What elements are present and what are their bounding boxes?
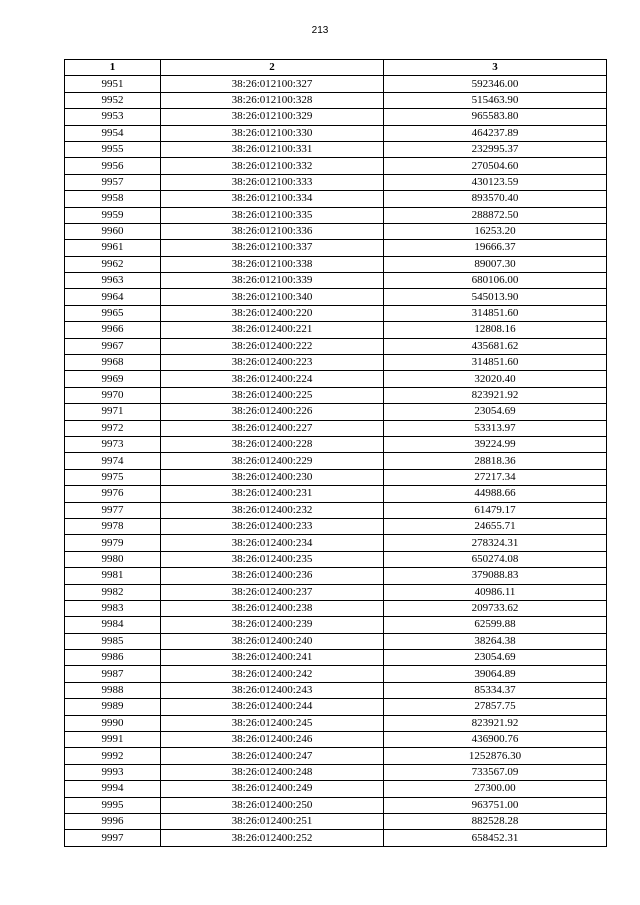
row-number-cell: 9968 xyxy=(65,355,161,371)
table-row xyxy=(65,682,607,698)
table-row xyxy=(65,158,607,174)
value-cell: 39064.89 xyxy=(384,666,607,682)
row-number-cell: 9982 xyxy=(65,584,161,600)
value-cell: 288872.50 xyxy=(384,207,607,223)
table-row xyxy=(65,322,607,338)
table-row xyxy=(65,764,607,780)
row-number-cell: 9984 xyxy=(65,617,161,633)
cadastral-number-cell: 38:26:012100:335 xyxy=(161,207,384,223)
table-row xyxy=(65,535,607,551)
row-number-cell: 9986 xyxy=(65,650,161,666)
table-row xyxy=(65,715,607,731)
value-cell: 85334.37 xyxy=(384,682,607,698)
table-row xyxy=(65,125,607,141)
value-cell: 23054.69 xyxy=(384,650,607,666)
cadastral-number-cell: 38:26:012400:245 xyxy=(161,715,384,731)
cadastral-number-cell: 38:26:012400:237 xyxy=(161,584,384,600)
value-cell: 823921.92 xyxy=(384,387,607,403)
cadastral-number-cell: 38:26:012400:234 xyxy=(161,535,384,551)
value-cell: 40986.11 xyxy=(384,584,607,600)
cadastral-number-cell: 38:26:012400:242 xyxy=(161,666,384,682)
row-number-cell: 9979 xyxy=(65,535,161,551)
value-cell: 436900.76 xyxy=(384,732,607,748)
value-cell: 28818.36 xyxy=(384,453,607,469)
value-cell: 379088.83 xyxy=(384,568,607,584)
value-cell: 53313.97 xyxy=(384,420,607,436)
row-number-cell: 9990 xyxy=(65,715,161,731)
value-cell: 965583.80 xyxy=(384,109,607,125)
value-cell: 823921.92 xyxy=(384,715,607,731)
table-row xyxy=(65,223,607,239)
row-number-cell: 9992 xyxy=(65,748,161,764)
cadastral-number-cell: 38:26:012100:340 xyxy=(161,289,384,305)
cadastral-number-cell: 38:26:012100:332 xyxy=(161,158,384,174)
table-row xyxy=(65,338,607,354)
table-row xyxy=(65,617,607,633)
value-cell: 893570.40 xyxy=(384,191,607,207)
value-cell: 314851.60 xyxy=(384,355,607,371)
value-cell: 435681.62 xyxy=(384,338,607,354)
cadastral-number-cell: 38:26:012100:333 xyxy=(161,174,384,190)
cadastral-number-cell: 38:26:012100:328 xyxy=(161,92,384,108)
row-number-cell: 9991 xyxy=(65,732,161,748)
row-number-cell: 9995 xyxy=(65,797,161,813)
cadastral-number-cell: 38:26:012400:221 xyxy=(161,322,384,338)
row-number-cell: 9952 xyxy=(65,92,161,108)
cadastral-number-cell: 38:26:012400:243 xyxy=(161,682,384,698)
table-row xyxy=(65,305,607,321)
cadastral-number-cell: 38:26:012400:231 xyxy=(161,486,384,502)
cadastral-value-table xyxy=(64,59,607,847)
row-number-cell: 9962 xyxy=(65,256,161,272)
value-cell: 270504.60 xyxy=(384,158,607,174)
row-number-cell: 9957 xyxy=(65,174,161,190)
cadastral-number-cell: 38:26:012400:236 xyxy=(161,568,384,584)
value-cell: 27217.34 xyxy=(384,469,607,485)
row-number-cell: 9975 xyxy=(65,469,161,485)
cadastral-number-cell: 38:26:012400:226 xyxy=(161,404,384,420)
row-number-cell: 9997 xyxy=(65,830,161,846)
cadastral-number-cell: 38:26:012100:338 xyxy=(161,256,384,272)
cadastral-number-cell: 38:26:012400:228 xyxy=(161,436,384,452)
value-cell: 27857.75 xyxy=(384,699,607,715)
table-row xyxy=(65,387,607,403)
value-cell: 39224.99 xyxy=(384,436,607,452)
table-row xyxy=(65,666,607,682)
value-cell: 658452.31 xyxy=(384,830,607,846)
row-number-cell: 9977 xyxy=(65,502,161,518)
row-number-cell: 9970 xyxy=(65,387,161,403)
header-row xyxy=(65,60,607,76)
value-cell: 16253.20 xyxy=(384,223,607,239)
value-cell: 23054.69 xyxy=(384,404,607,420)
row-number-cell: 9987 xyxy=(65,666,161,682)
row-number-cell: 9993 xyxy=(65,764,161,780)
cadastral-number-cell: 38:26:012400:232 xyxy=(161,502,384,518)
value-cell: 209733.62 xyxy=(384,600,607,616)
value-cell: 430123.59 xyxy=(384,174,607,190)
value-cell: 32020.40 xyxy=(384,371,607,387)
row-number-cell: 9978 xyxy=(65,518,161,534)
value-cell: 963751.00 xyxy=(384,797,607,813)
table-row xyxy=(65,256,607,272)
table-row xyxy=(65,502,607,518)
cadastral-number-cell: 38:26:012100:336 xyxy=(161,223,384,239)
row-number-cell: 9976 xyxy=(65,486,161,502)
cadastral-number-cell: 38:26:012400:246 xyxy=(161,732,384,748)
table-row xyxy=(65,436,607,452)
table-row xyxy=(65,650,607,666)
table-row xyxy=(65,453,607,469)
table-row xyxy=(65,633,607,649)
value-cell: 278324.31 xyxy=(384,535,607,551)
row-number-cell: 9965 xyxy=(65,305,161,321)
cadastral-number-cell: 38:26:012100:327 xyxy=(161,76,384,92)
row-number-cell: 9953 xyxy=(65,109,161,125)
cadastral-number-cell: 38:26:012400:235 xyxy=(161,551,384,567)
value-cell: 27300.00 xyxy=(384,781,607,797)
cadastral-number-cell: 38:26:012400:240 xyxy=(161,633,384,649)
value-cell: 44988.66 xyxy=(384,486,607,502)
table-row xyxy=(65,355,607,371)
row-number-cell: 9954 xyxy=(65,125,161,141)
row-number-cell: 9983 xyxy=(65,600,161,616)
row-number-cell: 9996 xyxy=(65,813,161,829)
value-cell: 19666.37 xyxy=(384,240,607,256)
cadastral-number-cell: 38:26:012400:241 xyxy=(161,650,384,666)
table-header xyxy=(65,60,607,76)
value-cell: 12808.16 xyxy=(384,322,607,338)
column-header-3: 3 xyxy=(384,60,607,76)
row-number-cell: 9955 xyxy=(65,141,161,157)
table-row xyxy=(65,289,607,305)
table-row xyxy=(65,76,607,92)
table-row xyxy=(65,568,607,584)
row-number-cell: 9960 xyxy=(65,223,161,239)
table-row xyxy=(65,600,607,616)
table-row xyxy=(65,141,607,157)
cadastral-number-cell: 38:26:012100:337 xyxy=(161,240,384,256)
value-cell: 733567.09 xyxy=(384,764,607,780)
cadastral-number-cell: 38:26:012400:250 xyxy=(161,797,384,813)
table-row xyxy=(65,748,607,764)
cadastral-number-cell: 38:26:012100:331 xyxy=(161,141,384,157)
table-row xyxy=(65,797,607,813)
table-row xyxy=(65,191,607,207)
cadastral-number-cell: 38:26:012400:248 xyxy=(161,764,384,780)
row-number-cell: 9974 xyxy=(65,453,161,469)
cadastral-number-cell: 38:26:012400:224 xyxy=(161,371,384,387)
table-row xyxy=(65,174,607,190)
cadastral-number-cell: 38:26:012400:220 xyxy=(161,305,384,321)
cadastral-number-cell: 38:26:012400:233 xyxy=(161,518,384,534)
cadastral-number-cell: 38:26:012400:251 xyxy=(161,813,384,829)
row-number-cell: 9971 xyxy=(65,404,161,420)
column-header-1: 1 xyxy=(65,60,161,76)
cadastral-number-cell: 38:26:012400:230 xyxy=(161,469,384,485)
cadastral-number-cell: 38:26:012100:339 xyxy=(161,273,384,289)
table-row xyxy=(65,699,607,715)
row-number-cell: 9969 xyxy=(65,371,161,387)
row-number-cell: 9964 xyxy=(65,289,161,305)
page-number: 213 xyxy=(311,25,329,36)
table-row xyxy=(65,486,607,502)
cadastral-number-cell: 38:26:012400:229 xyxy=(161,453,384,469)
value-cell: 24655.71 xyxy=(384,518,607,534)
value-cell: 62599.88 xyxy=(384,617,607,633)
cadastral-number-cell: 38:26:012400:238 xyxy=(161,600,384,616)
table-row xyxy=(65,92,607,108)
row-number-cell: 9961 xyxy=(65,240,161,256)
table-row xyxy=(65,830,607,846)
cadastral-number-cell: 38:26:012100:334 xyxy=(161,191,384,207)
value-cell: 592346.00 xyxy=(384,76,607,92)
cadastral-number-cell: 38:26:012400:252 xyxy=(161,830,384,846)
column-header-2: 2 xyxy=(161,60,384,76)
row-number-cell: 9981 xyxy=(65,568,161,584)
value-cell: 680106.00 xyxy=(384,273,607,289)
cadastral-number-cell: 38:26:012400:249 xyxy=(161,781,384,797)
row-number-cell: 9967 xyxy=(65,338,161,354)
row-number-cell: 9985 xyxy=(65,633,161,649)
value-cell: 89007.30 xyxy=(384,256,607,272)
row-number-cell: 9966 xyxy=(65,322,161,338)
table-row xyxy=(65,584,607,600)
value-cell: 515463.90 xyxy=(384,92,607,108)
table-row xyxy=(65,469,607,485)
cadastral-number-cell: 38:26:012100:329 xyxy=(161,109,384,125)
row-number-cell: 9989 xyxy=(65,699,161,715)
cadastral-number-cell: 38:26:012400:225 xyxy=(161,387,384,403)
value-cell: 464237.89 xyxy=(384,125,607,141)
cadastral-number-cell: 38:26:012400:227 xyxy=(161,420,384,436)
row-number-cell: 9958 xyxy=(65,191,161,207)
table-row xyxy=(65,207,607,223)
table-row xyxy=(65,404,607,420)
value-cell: 545013.90 xyxy=(384,289,607,305)
value-cell: 61479.17 xyxy=(384,502,607,518)
cadastral-number-cell: 38:26:012400:239 xyxy=(161,617,384,633)
value-cell: 882528.28 xyxy=(384,813,607,829)
row-number-cell: 9994 xyxy=(65,781,161,797)
row-number-cell: 9973 xyxy=(65,436,161,452)
table-row xyxy=(65,420,607,436)
value-cell: 1252876.30 xyxy=(384,748,607,764)
table-row xyxy=(65,240,607,256)
table-row xyxy=(65,781,607,797)
cadastral-number-cell: 38:26:012400:244 xyxy=(161,699,384,715)
value-cell: 38264.38 xyxy=(384,633,607,649)
table-row xyxy=(65,551,607,567)
row-number-cell: 9972 xyxy=(65,420,161,436)
table-body xyxy=(65,76,607,846)
table-row xyxy=(65,109,607,125)
table-row xyxy=(65,732,607,748)
row-number-cell: 9956 xyxy=(65,158,161,174)
row-number-cell: 9959 xyxy=(65,207,161,223)
cadastral-number-cell: 38:26:012100:330 xyxy=(161,125,384,141)
table-row xyxy=(65,273,607,289)
row-number-cell: 9980 xyxy=(65,551,161,567)
table-row xyxy=(65,518,607,534)
row-number-cell: 9951 xyxy=(65,76,161,92)
value-cell: 314851.60 xyxy=(384,305,607,321)
value-cell: 650274.08 xyxy=(384,551,607,567)
row-number-cell: 9963 xyxy=(65,273,161,289)
table-row xyxy=(65,371,607,387)
cadastral-number-cell: 38:26:012400:247 xyxy=(161,748,384,764)
cadastral-number-cell: 38:26:012400:223 xyxy=(161,355,384,371)
cadastral-number-cell: 38:26:012400:222 xyxy=(161,338,384,354)
row-number-cell: 9988 xyxy=(65,682,161,698)
value-cell: 232995.37 xyxy=(384,141,607,157)
table-row xyxy=(65,813,607,829)
